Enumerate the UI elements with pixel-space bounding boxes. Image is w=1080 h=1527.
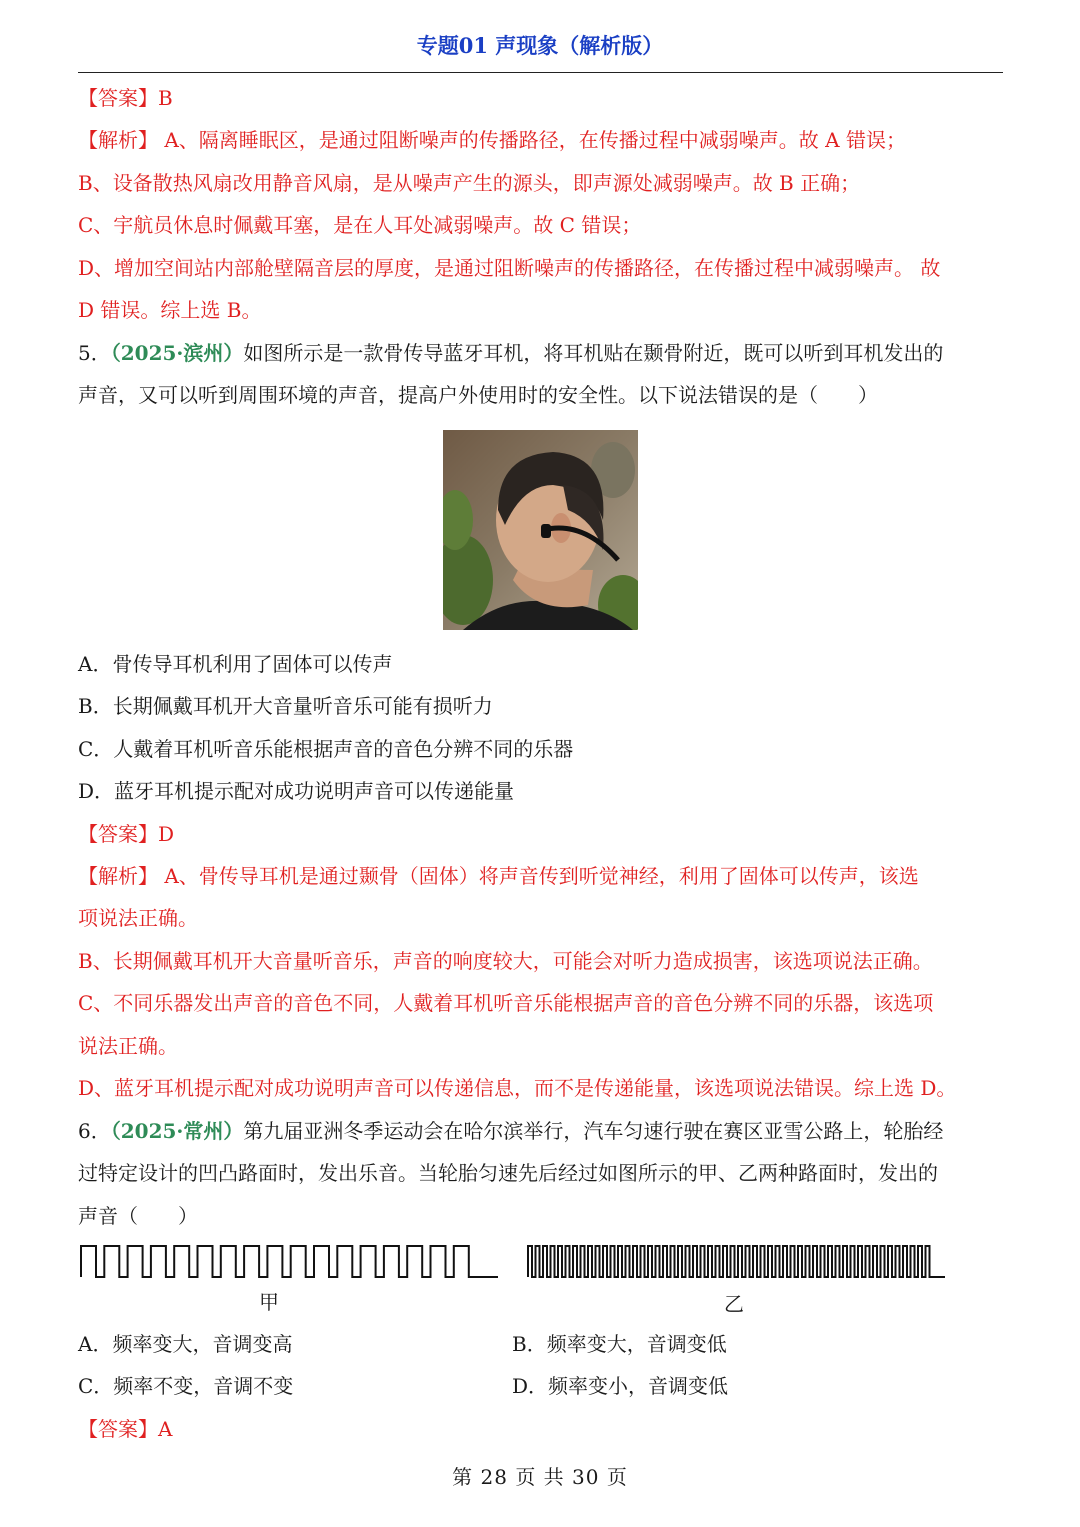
- q6-option-b: B．频率变大，音调变低: [512, 1332, 727, 1356]
- answer-tag: 【答案】: [78, 1417, 158, 1441]
- page-title: 专题01 声现象（解析版）: [416, 33, 664, 58]
- q5-analysis-line: B、长期佩戴耳机开大音量听音乐，声音的响度较大，可能会对听力造成损害，该选项说法正确。: [78, 949, 933, 973]
- q4-analysis-line: D 错误。综上选 B。: [78, 298, 262, 322]
- q6-stem-line2: 过特定设计的凹凸路面时，发出乐音。当轮胎匀速先后经过如图所示的甲、乙两种路面时，发出的: [78, 1161, 938, 1185]
- q5-analysis-line: 说法正确。: [78, 1034, 178, 1058]
- q6-option-a: A．频率变大，音调变高: [78, 1332, 293, 1356]
- analysis-tag: 【解析】: [78, 864, 158, 888]
- q6-option-c: C．频率不变，音调不变: [78, 1374, 294, 1398]
- question-source: （2025·滨州）: [110, 341, 244, 365]
- q4-analysis-line: C、宇航员休息时佩戴耳塞，是在人耳处减弱噪声。故 C 错误；: [78, 213, 642, 237]
- q5-option-b: B．长期佩戴耳机开大音量听音乐可能有损听力: [78, 694, 493, 718]
- question-source: （2025·常州）: [110, 1119, 244, 1143]
- header-divider: [78, 72, 1003, 73]
- q6-option-d: D．频率变小，音调变低: [512, 1374, 729, 1398]
- q5-answer: [78, 820, 1003, 848]
- q4-analysis-line: D、增加空间站内部舱壁隔音层的厚度，是通过阻断噪声的传播路径，在传播过程中减弱噪声。 故: [78, 256, 941, 280]
- q4-analysis-line: [78, 126, 1003, 154]
- page-footer: 第 28 页 共 30 页: [452, 1465, 628, 1489]
- q5-analysis-line: D、蓝牙耳机提示配对成功说明声音可以传递信息，而不是传递能量，该选项说法错误。综上选 D。: [78, 1076, 957, 1100]
- q5-stem-line2: 声音，又可以听到周围环境的声音，提高户外使用时的安全性。以下说法错误的是（ ）: [78, 383, 878, 407]
- q6-stem: [78, 1117, 1003, 1145]
- q5-analysis-line: 项说法正确。: [78, 906, 198, 930]
- bone-conduction-headphone-photo: [443, 430, 638, 630]
- analysis-text: A、骨传导耳机是通过颞骨（固体）将声音传到听觉神经，利用了固体可以传声，该选: [164, 864, 919, 888]
- q5-analysis-line: C、不同乐器发出声音的音色不同，人戴着耳机听音乐能根据声音的音色分辨不同的乐器，该选项: [78, 991, 934, 1015]
- question-text: 第九届亚洲冬季运动会在哈尔滨举行，汽车匀速行驶在赛区亚雪公路上，轮胎经: [243, 1119, 944, 1143]
- road-surface-jia: [78, 1243, 503, 1281]
- q5-analysis-line: [78, 862, 1003, 890]
- road-label-yi: 乙: [724, 1292, 744, 1316]
- q6-answer: [78, 1415, 1003, 1443]
- q4-analysis-line: B、设备散热风扇改用静音风扇，是从噪声产生的源头，即声源处减弱噪声。故 B 正确；: [78, 171, 861, 195]
- q5-stem: [78, 339, 1003, 367]
- answer-tag: 【答案】: [78, 822, 158, 846]
- road-surface-yi: [525, 1243, 948, 1281]
- headphone-photo-illustration: [443, 430, 638, 630]
- answer-tag: 【答案】: [78, 86, 158, 110]
- analysis-text: A、隔离睡眠区，是通过阻断噪声的传播路径，在传播过程中减弱噪声。故 A 错误；: [164, 128, 906, 152]
- question-number: 6．: [78, 1119, 111, 1143]
- q6-stem-line3: 声音（ ）: [78, 1204, 198, 1228]
- road-label-jia: 甲: [259, 1290, 279, 1314]
- q5-option-a: A．骨传导耳机利用了固体可以传声: [78, 652, 393, 676]
- q4-answer: [78, 84, 1003, 112]
- answer-value: A: [158, 1417, 173, 1441]
- answer-value: D: [158, 822, 175, 846]
- question-number: 5．: [78, 341, 111, 365]
- question-text: 如图所示是一款骨传导蓝牙耳机，将耳机贴在颞骨附近，既可以听到耳机发出的: [243, 341, 944, 365]
- q5-option-c: C．人戴着耳机听音乐能根据声音的音色分辨不同的乐器: [78, 737, 574, 761]
- answer-value: B: [158, 86, 173, 110]
- analysis-tag: 【解析】: [78, 128, 158, 152]
- q5-option-d: D．蓝牙耳机提示配对成功说明声音可以传递能量: [78, 779, 515, 803]
